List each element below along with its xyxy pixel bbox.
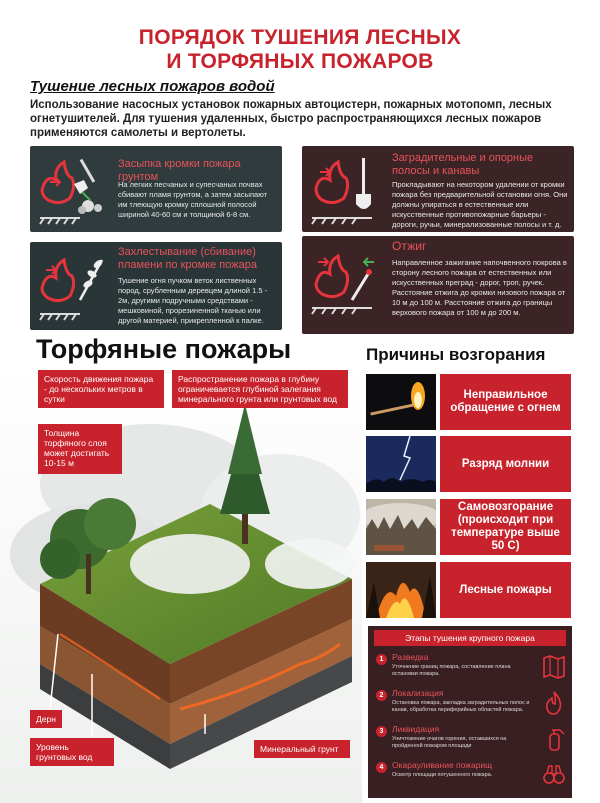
stage-number: 1: [376, 654, 387, 665]
method-text: На легких песчаных и супесчаных почвах сбивают пламя грунтом, а затем засыпают им тлеющую кромку сплошной полосой шириной 40-60 см и толщиной 6-8 см.: [118, 180, 268, 219]
shovel-soil-icon: [36, 154, 110, 226]
stage-name: Разведка: [392, 652, 429, 662]
stage-text: Уточнение границ пожара, составление плана остановки пожара.: [392, 664, 511, 677]
cause-label: Разряд молнии: [440, 436, 571, 492]
match-icon: [308, 244, 382, 316]
peat-label-mineral: Минеральный грунт: [254, 740, 350, 758]
stage-text: Остановка пожара, закладка заградительных полос и канав, обработка периферийных областей пожара.: [392, 700, 530, 713]
extinguisher-icon: [542, 726, 566, 752]
method-card-branch: [30, 242, 282, 330]
match-flame-photo: [366, 374, 436, 430]
cause-label: Лесные пожары: [440, 562, 571, 618]
stage-number: 2: [376, 690, 387, 701]
water-text: Использование насосных установок пожарных автоцистерн, пожарных мотопомп, лесных огнетушителей. Для тушения удаленных, быстро распространяющихся лесных пожаров применяются самолеты и вертолеты.: [30, 99, 552, 139]
cause-item: [366, 562, 571, 618]
title-line-2: И ТОРФЯНЫХ ПОЖАРОВ: [166, 50, 434, 73]
stage-name: Ликвидация: [392, 724, 440, 734]
cause-item: [366, 374, 571, 430]
branch-icon: [36, 250, 110, 322]
stage-item: [376, 688, 566, 724]
flame-icon: [542, 690, 566, 716]
method-card-soil: [30, 146, 282, 232]
method-text: Тушение огня пучком веток лиственных пород, срубленным деревцем длиной 1.5 - 2м, другими подручными средствами - мешковиной, прорезиненной тканью или другой материей, прикрепленной к палке.: [118, 276, 268, 325]
stages-panel: [368, 626, 572, 798]
peat-label-thickness: Толщина торфяного слоя может достигать 10-15 м: [38, 424, 122, 474]
cause-item: [366, 436, 571, 492]
method-title: Отжиг: [392, 239, 427, 253]
cause-label: Самовозгорание (происходит при температуре выше 50 С): [440, 499, 571, 555]
peat-label-spread: Распространение пожара в глубину ограничевается глубиной залегания минерального грунта или грунтовых вод: [172, 370, 348, 408]
causes-heading: Причины возгорания: [366, 345, 546, 364]
method-title: Захлестывание (сбивание) пламени по кромке пожара: [118, 246, 257, 271]
map-icon: [542, 654, 566, 680]
smoke-forest-photo: [366, 499, 436, 555]
stage-name: Локализация: [392, 688, 444, 698]
stage-text: Уничтожение очагов горения, оставшихся на пройденной пожаром площади: [392, 736, 507, 749]
method-title: Засыпка кромки пожара грунтом: [118, 158, 241, 183]
method-card-backfire: [302, 236, 574, 334]
method-title: Заградительные и опорные полосы и канавы: [392, 152, 534, 177]
method-text: Направленное зажигание напочвенного покрова в сторону лесного пожара от естественных или искусственных преград - дорог, троп, ручек. Расстояние отжига до кромки низового пожара от 10 м до 100 м. Расстояние отжига до границы верхового пожара от 100 м до 200 м.: [392, 258, 567, 317]
page-title: [60, 26, 540, 74]
cause-item: [366, 499, 571, 555]
stage-item: [376, 724, 566, 760]
shovel-icon: [308, 154, 382, 226]
peat-label-speed: Скорость движения пожара - до нескольких метров в сутки: [38, 370, 164, 408]
lightning-photo: [366, 436, 436, 492]
method-text: Прокладывают на некотором удалении от кромки пожара без предварительной остановки огня. Они должны упираться в естественные или искусственные противопожарные барьеры - дороги, ручьи, минерализованные полосы и т. д.: [392, 180, 568, 229]
stage-number: 3: [376, 726, 387, 737]
stage-text: Осмотр площади потушенного пожара.: [392, 772, 493, 778]
stage-item: [376, 760, 566, 796]
peat-label-turf: Дерн: [30, 710, 62, 728]
peat-label-groundwater: Уровень грунтовых вод: [30, 738, 114, 766]
stage-name: Окарауливание пожарищ: [392, 760, 493, 770]
stages-heading: Этапы тушения крупного пожара: [374, 630, 566, 646]
peat-heading: Торфяные пожары: [36, 334, 292, 364]
binoculars-icon: [542, 762, 566, 788]
stage-item: [376, 652, 566, 688]
water-heading: Тушение лесных пожаров водой: [30, 78, 275, 95]
method-card-barrier: [302, 146, 574, 232]
peat-fire-illustration: [0, 364, 362, 803]
stage-number: 4: [376, 762, 387, 773]
title-line-1: ПОРЯДОК ТУШЕНИЯ ЛЕСНЫХ: [138, 26, 462, 49]
forest-fire-photo: [366, 562, 436, 618]
cause-label: Неправильное обращение с огнем: [440, 374, 571, 430]
